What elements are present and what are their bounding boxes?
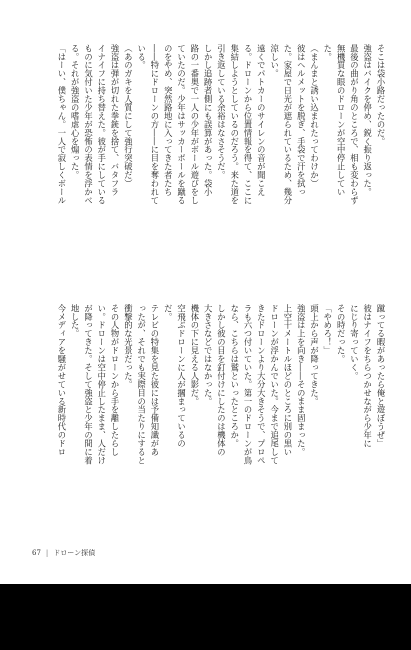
text-line: 強盗は上を向き――そのまま固まった。 bbox=[296, 304, 307, 457]
text-line: のをやめ、突然路地に入ってきた者たち bbox=[163, 44, 174, 197]
text-line: ものに気付いた少年が恐怖の表情を浮かべ bbox=[83, 44, 94, 205]
text-line: しかし彼の目を釘付けにしたのは機体の bbox=[216, 304, 227, 457]
text-line: 「はーい、僕ちゃん。一人で寂しくボール bbox=[56, 44, 67, 205]
text-line: その時だった。 bbox=[336, 304, 347, 364]
text-line bbox=[15, 304, 28, 522]
text-line: ていたのだ。少年はサッカーボールを蹴る bbox=[176, 44, 187, 205]
text-line bbox=[0, 304, 1, 522]
text-line bbox=[41, 304, 54, 522]
text-line: ラも六つ付いていた。第一のドローンが鳥 bbox=[243, 304, 254, 465]
text-line: きたドローンより大分大きそうで、プロペ bbox=[256, 304, 267, 465]
text-line: 強盗はバイクを停め、鋭く振り返った。 bbox=[362, 44, 373, 197]
text-line: 「やめろ！」 bbox=[322, 304, 333, 355]
text-line: イナイフに持ち替えた。彼が手にしている bbox=[96, 44, 107, 205]
text-line: 空飛ぶドローンに人が摑まっているの bbox=[176, 304, 187, 448]
page-footer bbox=[32, 548, 95, 558]
text-line: そこは袋小路だったのだ。 bbox=[376, 44, 386, 146]
text-line: 今メディアを騒がせている新時代のドロ bbox=[56, 304, 67, 457]
text-line: いる。 bbox=[136, 44, 147, 70]
text-line bbox=[1, 304, 14, 522]
text-line: 最後の曲がり角のところで、相も変わらず bbox=[349, 44, 360, 205]
text-line: 頭上から声が降ってきた。 bbox=[309, 304, 320, 406]
text-line: その人物がドローンから手を離したらし bbox=[110, 304, 121, 457]
text-line: 彼はヘルメットを脱ぎ、手袋で汗を拭っ bbox=[296, 44, 307, 197]
text-line: 衝撃的な光景だった。 bbox=[123, 304, 134, 389]
text-line: 機体の下に見える人影だ。 bbox=[189, 304, 200, 406]
text-line: なら、こちらは鷲といったところか。 bbox=[229, 304, 240, 448]
text-line: 彼はナイフをちらつかせながら少年に bbox=[362, 304, 373, 448]
text-line: ったが、それでも実際目の当たりにすると bbox=[136, 304, 147, 465]
text-line: 無機質な眼のドローンが空中停止してい bbox=[336, 44, 347, 197]
text-line: 路の一番奥で一人の少年がボール遊びをし bbox=[189, 44, 200, 205]
text-line: 強盗は弾が切れた拳銃を捨て、バタフラ bbox=[110, 44, 121, 197]
text-line: だ。 bbox=[163, 304, 174, 321]
text-line: 蹴ってる暇があったら俺と遊ぼうぜ」 bbox=[376, 304, 386, 448]
text-line: 遠くでパトカーのサイレンの音が聞こえ bbox=[256, 44, 267, 197]
text-line: が降ってきた。そして強盗と少年の間に着 bbox=[83, 304, 94, 465]
text-line bbox=[28, 304, 41, 522]
text-line: 地した。 bbox=[70, 304, 81, 338]
text-line: （あのガキを人質にして強行突破だ） bbox=[123, 44, 134, 188]
footer-separator: | bbox=[45, 549, 49, 557]
text-line: た。家屋で日光が遮られているため、幾分 bbox=[282, 44, 293, 205]
text-line: る。それが強盗の嗜虐心を煽った。 bbox=[70, 44, 81, 180]
text-line: にじり寄っていく。 bbox=[349, 304, 360, 381]
text-line: い。ドローンは空中停止したまま、人だけ bbox=[96, 304, 107, 465]
text-line: ドローンが浮かんでいた。今まで追尾して bbox=[269, 304, 280, 465]
text-line: 大きさなどではなかった。 bbox=[203, 304, 214, 406]
text-line: 涼しい。 bbox=[269, 44, 280, 78]
running-title: ドローン探偵 bbox=[53, 549, 96, 557]
text-line: 集結しようとしているのだろう。来た道を bbox=[229, 44, 240, 205]
text-line: る。ドローンから位置情報を得て、ここに bbox=[243, 44, 254, 205]
text-line: た。 bbox=[322, 44, 333, 61]
text-line: テレビの特集を見た彼には予備知識があ bbox=[149, 304, 160, 457]
bottom-black-band bbox=[0, 584, 411, 650]
upper-text-block bbox=[55, 44, 387, 283]
text-line: ――特にドローンの方――に目を奪われて bbox=[149, 44, 160, 205]
text-line: しかし追跡者側にも誤算があった。袋小 bbox=[203, 44, 214, 197]
page-number: 67 bbox=[32, 549, 41, 557]
text-line: 引き返している余裕はなさそうだ。 bbox=[216, 44, 227, 180]
lower-text-block bbox=[0, 304, 387, 522]
text-line: 上空十メートルほどのところに別の黒い bbox=[282, 304, 293, 457]
text-line: （まんまと誘い込まれたってわけか） bbox=[309, 44, 320, 188]
